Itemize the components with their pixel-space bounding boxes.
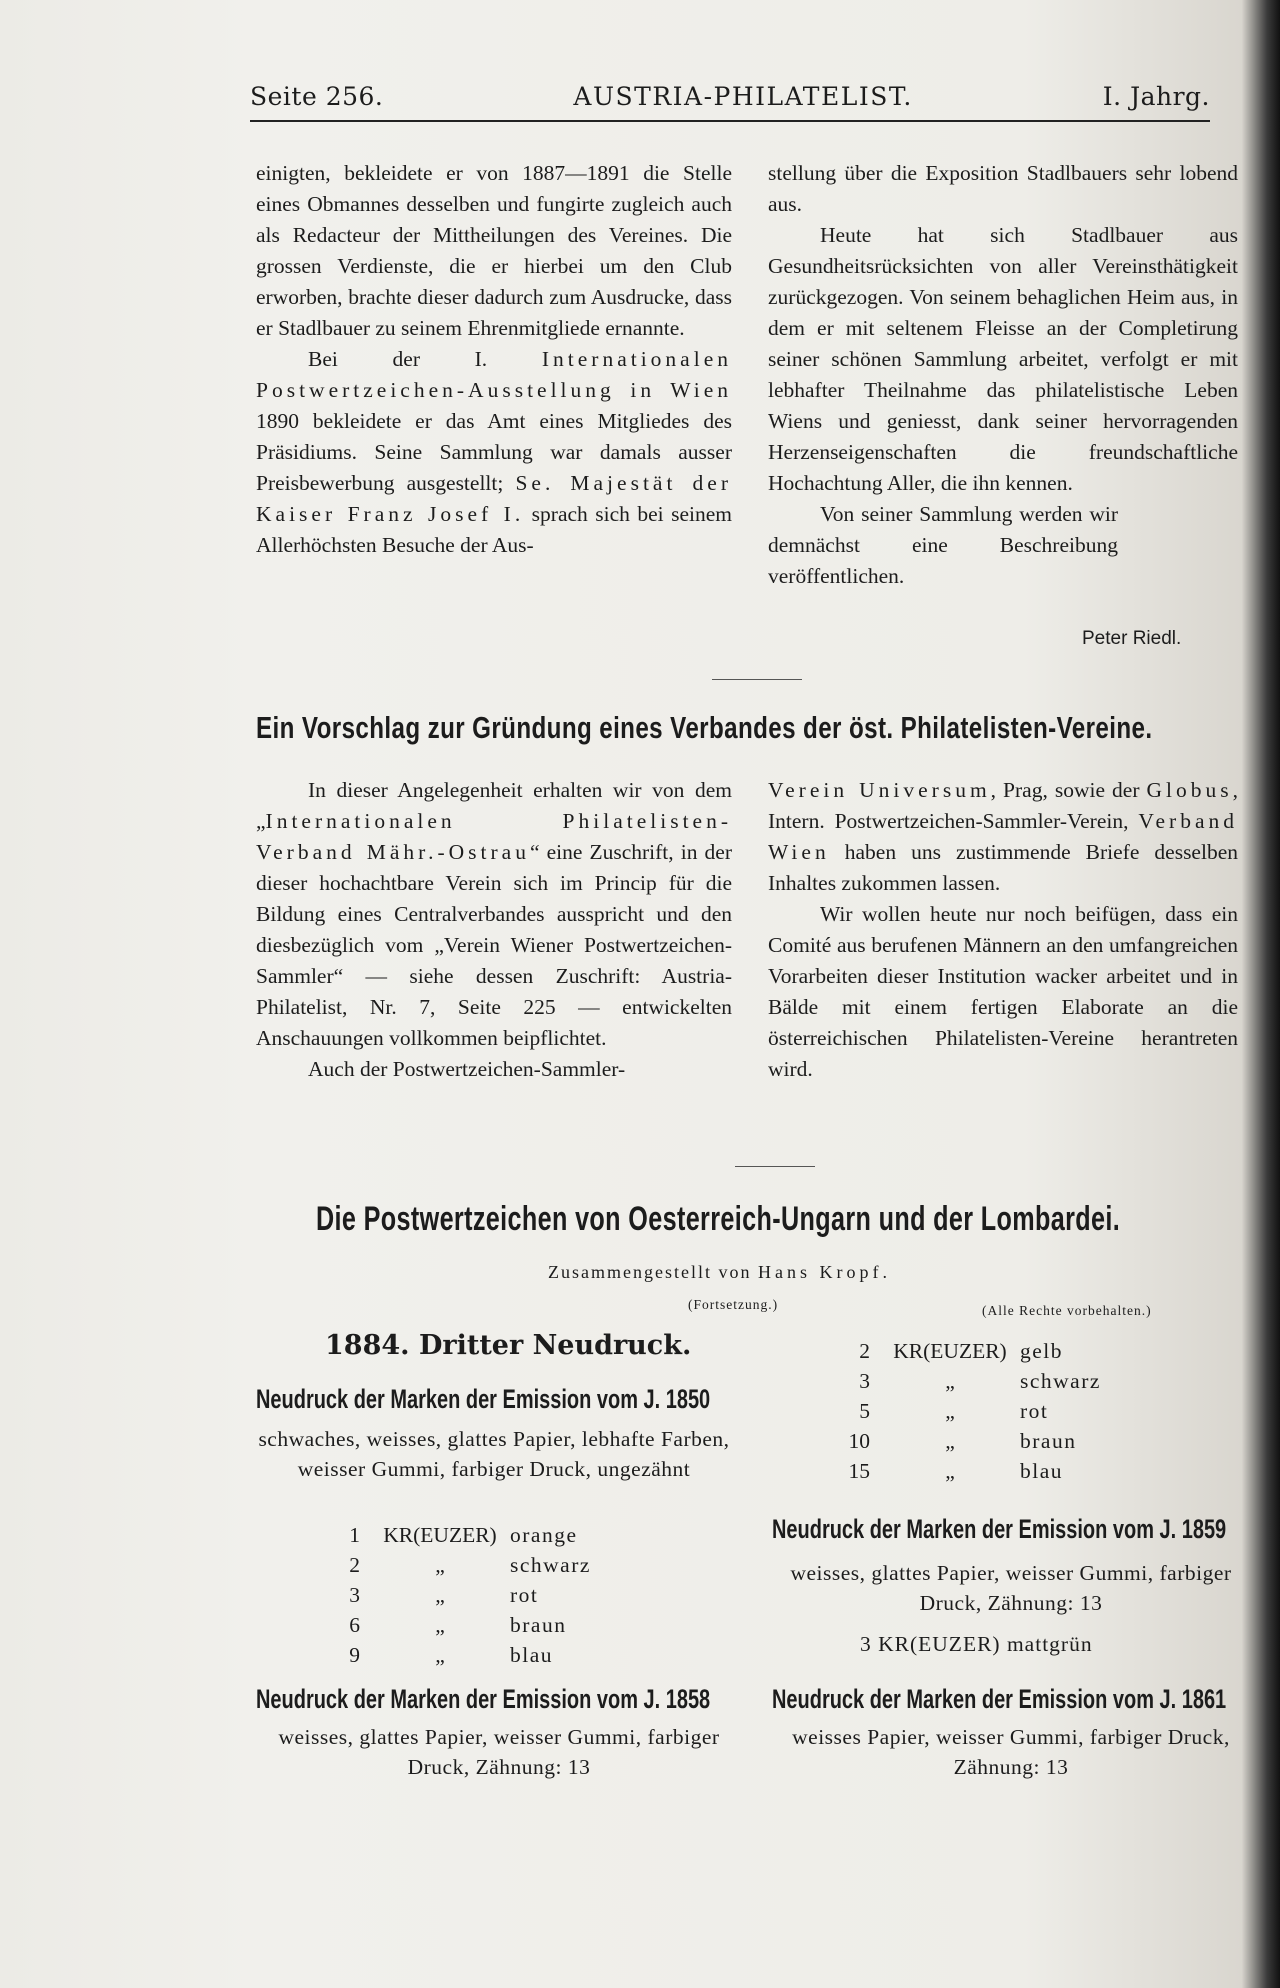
stamp-row: 6 „ braun [349, 1613, 567, 1637]
article2-left-paragraph-2: Auch der Postwertzeichen-Sammler- [308, 1057, 626, 1081]
section-heading-1858: Neudruck der Marken der Emission vom J. 1858 [256, 1684, 711, 1714]
compiled-by: Zusammengestellt von Hans Kropf. [548, 1262, 891, 1282]
article1-right-paragraph-3: Von seiner Sammlung werden wir demnächst eine Beschreibung veröffentlichen. [768, 502, 1118, 588]
stamp-row: 2 „ schwarz [349, 1553, 591, 1577]
stamp-single-1859: 3 KR(EUZER) mattgrün [860, 1632, 1093, 1656]
section-heading-1859: Neudruck der Marken der Emission vom J. 1859 [772, 1514, 1227, 1544]
article1-left-paragraph-2: Bei der I. Internationalen Postwertzeichen-Ausstellung in Wien 1890 bekleidete er das Amt eines Mitgliedes des Präsidiums. Seine Sammlung war damals ausser Preisbewerbung ausgestellt; Se. Majestät der Kaiser Franz Josef I. sprach sich bei seinem Allerhöchsten Besuche der Aus- [256, 347, 732, 557]
section-divider [712, 679, 802, 680]
stamp-row: 3 „ schwarz [859, 1369, 1101, 1393]
article2-right-paragraph-1: Verein Universum, Prag, sowie der Globus, Intern. Postwertzeichen-Sammler-Verein, Verband Wien haben uns zustimmende Briefe desselben Inhaltes zukommen lassen. [768, 778, 1238, 895]
article3-heading: Die Postwertzeichen von Oesterreich-Ungarn und der Lombardei. [316, 1200, 1121, 1238]
section-desc-1859: weisses, glattes Papier, weisser Gummi, farbiger Druck, Zähnung: 13 [790, 1561, 1232, 1615]
continued-note: (Fortsetzung.) [688, 1297, 779, 1312]
exhibition-name: Internationalen Postwertzeichen-Ausstellung in Wien [256, 347, 732, 402]
author-signature: Peter Riedl. [1082, 628, 1182, 649]
article2-right-paragraph-2: Wir wollen heute nur noch beifügen, dass ein Comité aus berufenen Männern an den umfangreichen Vorarbeiten dieser Institution wacker arbeitet und in Bälde mit einem fertigen Elaborate an die österreichischen Philatelisten-Vereine herantreten wird. [768, 902, 1238, 1081]
article2-left-column [256, 775, 732, 1085]
section-desc-1861: weisses Papier, weisser Gummi, farbiger Druck, Zähnung: 13 [792, 1725, 1230, 1779]
page-number: Seite 256. [250, 82, 384, 111]
stamp-list-1858 [830, 1336, 1101, 1486]
header-rule [250, 120, 1210, 122]
verband-wien-name: Verband Wien [768, 809, 1238, 864]
article1-right-column [768, 158, 1238, 592]
stamp-row: 1 KR(EUZER) orange [349, 1523, 578, 1547]
emperor-name: Se. Majestät der Kaiser Franz Josef I. [256, 471, 732, 526]
section-heading-1861: Neudruck der Marken der Emission vom J. 1861 [772, 1684, 1227, 1714]
rights-note: (Alle Rechte vorbehalten.) [982, 1303, 1152, 1318]
year-heading: 1884. Dritter Neudruck. [325, 1330, 692, 1361]
article1-left-column [256, 158, 732, 561]
section-divider-2 [735, 1166, 815, 1167]
globus-name: Globus [1146, 778, 1233, 802]
verband-ostrau-name: Internationalen Philatelisten-Verband Mähr.-Ostrau [256, 809, 732, 864]
stamp-list-1850 [320, 1520, 591, 1670]
stamp-row: 5 „ rot [859, 1399, 1049, 1423]
article2-heading: Ein Vorschlag zur Gründung eines Verbandes der öst. Philatelisten-Vereine. [256, 710, 1153, 745]
volume-year: I. Jahrg. [1102, 82, 1210, 111]
compiler-name: Hans Kropf. [757, 1262, 891, 1282]
stamp-row: 10 „ braun [848, 1429, 1077, 1453]
stamp-row: 2 KR(EUZER) gelb [859, 1339, 1064, 1363]
article1-right-paragraph-1: stellung über die Exposition Stadlbauers sehr lobend aus. [768, 161, 1238, 216]
section-heading-1850: Neudruck der Marken der Emission vom J. 1850 [256, 1384, 711, 1414]
journal-title: AUSTRIA-PHILATELIST. [573, 82, 913, 111]
universum-name: Verein Universum [768, 778, 991, 802]
section-desc-1850: schwaches, weisses, glattes Papier, lebhafte Farben, weisser Gummi, farbiger Druck, ungezähnt [258, 1427, 730, 1481]
stamp-row: 9 „ blau [349, 1643, 554, 1667]
article2-left-paragraph-1: In dieser Angelegenheit erhalten wir von dem „Internationalen Philatelisten-Verband Mähr.-Ostrau“ eine Zuschrift, in der dieser hochachtbare Verein sich im Princip für die Bildung eines Centralverbandes ausspricht und den diesbezüglich vom „Verein Wiener Postwertzeichen-Sammler“ — siehe dessen Zuschrift: Austria-Philatelist, Nr. 7, Seite 225 — entwickelten Anschauungen vollkommen beipflichtet. [256, 778, 732, 1050]
section-desc-1858: weisses, glattes Papier, weisser Gummi, farbiger Druck, Zähnung: 13 [278, 1725, 720, 1779]
article1-right-paragraph-2: Heute hat sich Stadlbauer aus Gesundheitsrücksichten von aller Vereinsthätigkeit zurückgezogen. Von seinem behaglichen Heim aus, in dem er mit seltenem Fleisse an der Completirung seiner schönen Sammlung arbeitet, verfolgt er mit lebhafter Theilnahme das philatelistische Leben Wiens und geniesst, dank seiner hervorragenden Herzenseigenschaften die freundschaftliche Hochachtung Aller, die ihn kennen. [768, 223, 1238, 495]
running-header [250, 82, 1210, 111]
article1-left-paragraph: einigten, bekleidete er von 1887—1891 die Stelle eines Obmannes desselben und fungirte zugleich auch als Redacteur der Mittheilungen des Vereines. Die grossen Verdienste, die er hierbei um den Club erworben, brachte dieser dadurch zum Ausdrucke, dass er Stadlbauer zu seinem Ehrenmitgliede ernannte. [256, 161, 732, 340]
article2-right-column [768, 775, 1238, 1085]
stamp-row: 15 „ blau [848, 1459, 1064, 1483]
stamp-row: 3 „ rot [349, 1583, 539, 1607]
